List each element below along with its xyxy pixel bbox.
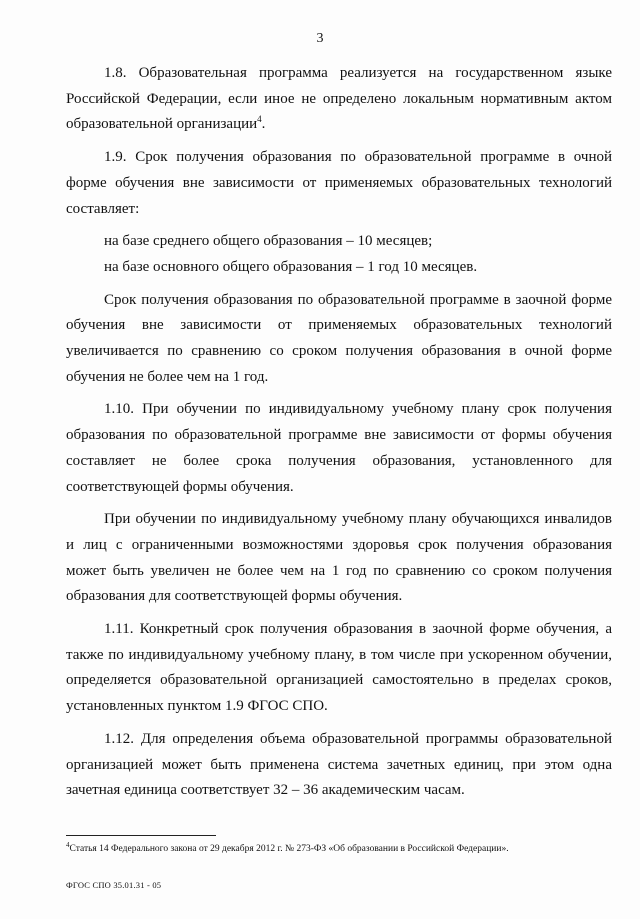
paragraph-1-11: 1.11. Конкретный срок получения образования в заочной форме обучения, а также по индивидуальному учебному плану, в том числе при ускоренном обучении, определяется образовательной организацией самостоятельно в пределах сроков, установленных пунктом 1.9 ФГОС СПО.: [66, 621, 612, 715]
footnote-reference[interactable]: 4: [257, 114, 262, 125]
document-code: ФГОС СПО 35.01.31 - 05: [66, 880, 162, 890]
document-body: [66, 61, 612, 811]
paragraph-1-8-end: .: [261, 116, 266, 133]
footnote-divider: [66, 835, 216, 836]
list-item-osnovnoe: на базе основного общего образования – 1 год 10 месяцев.: [104, 258, 478, 275]
paragraph-1-12: 1.12. Для определения объема образовательной программы образовательной организацией может быть применена система зачетных единиц, при этом одна зачетная единица соответствует 32 – 36 академическим часам.: [66, 730, 612, 799]
paragraph-1-8: [66, 61, 612, 138]
footnote: [66, 840, 612, 855]
paragraph-invalidy: При обучении по индивидуальному учебному плану обучающихся инвалидов и лиц с ограниченными возможностями здоровья срок получения образования может быть увеличен не более чем на 1 год по сравнению со сроком получения образования для соответствующей формы обучения.: [66, 511, 612, 605]
list-item-srednee: на базе среднего общего образования – 10 месяцев;: [104, 233, 433, 250]
paragraph-1-9: 1.9. Срок получения образования по образовательной программе в очной форме обучения вне зависимости от применяемых образовательных технологий составляет:: [66, 149, 612, 217]
paragraph-1-8-text: 1.8. Образовательная программа реализуется на государственном языке Российской Федерации, если иное не определено локальным нормативным актом образовательной организации: [66, 65, 612, 133]
paragraph-zaochnaya-forma: Срок получения образования по образовательной программе в заочной форме обучения вне зависимости от применяемых образовательных технологий увеличивается по сравнению со сроком получения образования в очной форме обучения не более чем на 1 год.: [66, 291, 612, 385]
footnote-marker: 4: [66, 840, 70, 849]
footnote-text: Статья 14 Федерального закона от 29 декабря 2012 г. № 273-ФЗ «Об образовании в Российской Федерации».: [69, 844, 509, 854]
paragraph-1-10: 1.10. При обучении по индивидуальному учебному плану срок получения образования по образовательной программе вне зависимости от формы обучения составляет не более срока получения образования, установленного для соответствующей формы обучения.: [66, 401, 612, 495]
page-number: 3: [316, 31, 324, 46]
